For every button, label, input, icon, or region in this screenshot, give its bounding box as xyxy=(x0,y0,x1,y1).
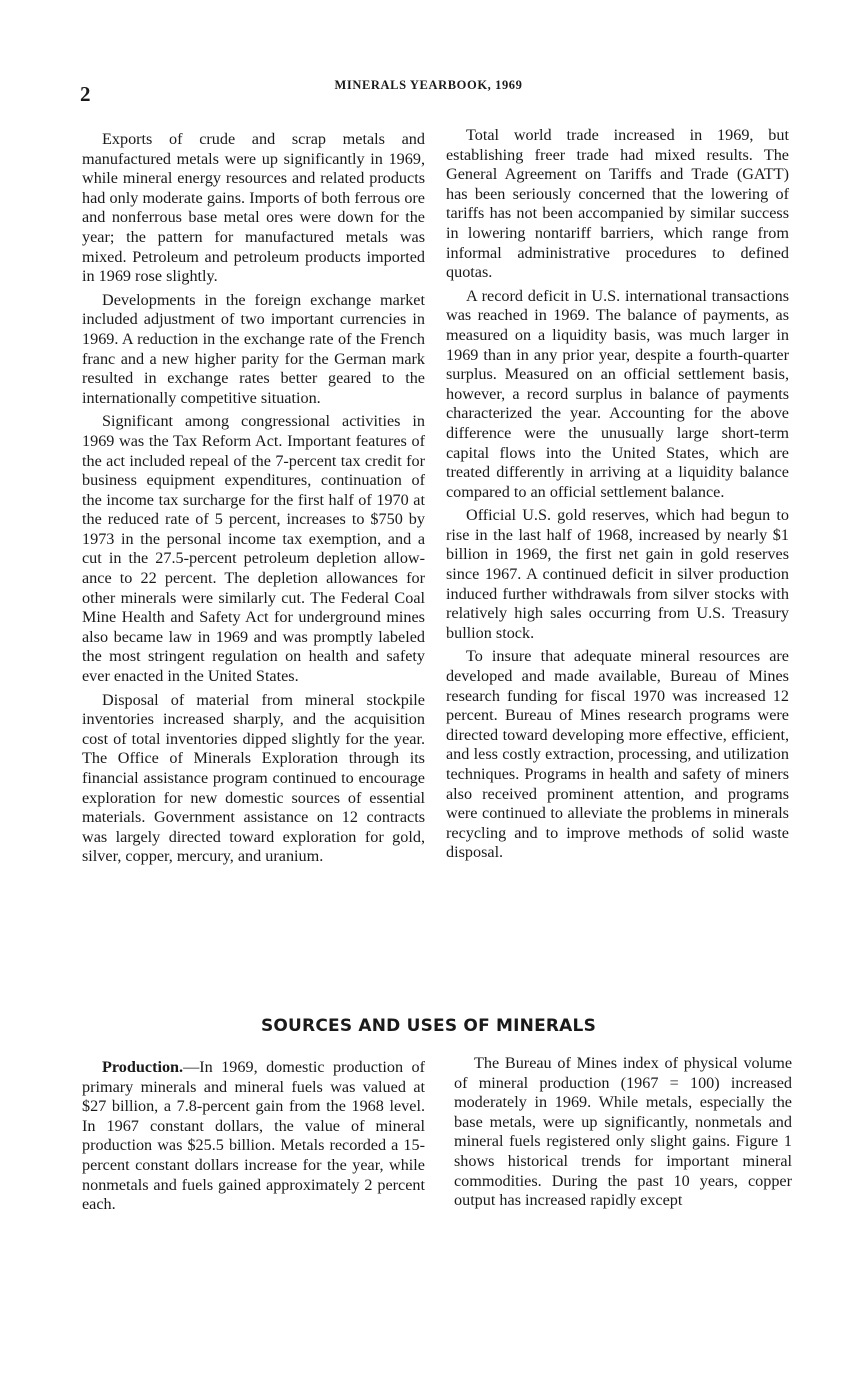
production-text: —In 1969, domestic production of primary minerals and mineral fuels was valued at $27 billion, a 7.8-percent gain from the 1968 level. In 1967 constant dollars, the value of mineral production was $25.5 billion. Metals recorded a 15-percent constant dollars increase for the year, while nonmetals and fuels gained approximately 2 percent each. xyxy=(82,1058,425,1214)
top-left-column xyxy=(82,130,425,871)
paragraph-research-funding: To insure that adequate mineral resources are developed and made available, Bureau of Mines research funding for fiscal 1970 was increased 12 percent. Bureau of Mines research programs were directed toward developing more effective, efficient, and less costly extraction, processing, and utilization techniques. Programs in health and safety of miners also received prominent attention, and programs were continued to alleviate the problems in minerals recycling and to improve methods of solid waste disposal. xyxy=(446,647,789,862)
bottom-left-column xyxy=(82,1058,425,1219)
running-title: MINERALS YEARBOOK, 1969 xyxy=(334,78,523,92)
top-right-column xyxy=(446,126,789,867)
paragraph-exports: Exports of crude and scrap metals and manufactured metals were up significantly in 1969, while mineral energy resources and related products had only moderate gains. Imports of both ferrous ore and nonferrous base metal ores were down for the year; the pattern for manufactured metals was mixed. Petroleum and petroleum products imported in 1969 rose slightly. xyxy=(82,130,425,286)
production-run-in-head: Production. xyxy=(102,1058,184,1076)
bottom-right-column xyxy=(454,1054,792,1215)
paragraph-gold-reserves: Official U.S. gold reserves, which had begun to rise in the last half of 1968, increased by nearly $1 billion in 1969, the first net gain in gold reserves since 1967. A continued deficit in silver production induced further withdrawals from silver stocks with relatively high sales occurring from U.S. Treasury bullion stock. xyxy=(446,506,789,642)
paragraph-stockpile: Disposal of material from mineral stockpile inventories increased sharply, and the acquisition cost of total inventories dipped slightly for the year. The Office of Minerals Exploration through its financial assistance program continued to encourage exploration for new domestic sources of essential materials. Government assistance on 12 contracts was largely directed toward exploration for gold, silver, copper, mercury, and uranium. xyxy=(82,690,425,866)
paragraph-world-trade: Total world trade increased in 1969, but establishing freer trade had mixed results. The General Agreement on Tariffs and Trade (GATT) has been seriously concerned that the lowering of tariffs has not been accompanied by similar success in lowering nontariff barriers, which range from informal administrative procedures to defined quotas. xyxy=(446,126,789,282)
paragraph-tax-reform: Significant among congressional activities in 1969 was the Tax Reform Act. Important features of the act included repeal of the 7-percent tax credit for business equipment expenditures, continuation of the income tax surcharge for the first half of 1970 at the reduced rate of 5 percent, increases to $750 by 1973 in the personal income tax exemption, and a cut in the 27.5-percent petroleum depletion allowance to 22 percent. The depletion allowances for other minerals were similarly cut. The Federal Coal Mine Health and Safety Act for underground mines also became law in 1969 and was promptly labeled the most stringent regulation on health and safety ever enacted in the United States. xyxy=(82,412,425,686)
page-number: 2 xyxy=(80,82,91,106)
paragraph-foreign-exchange: Developments in the foreign exchange market included adjustment of two important currencies in 1969. A reduction in the exchange rate of the French franc and a new higher parity for the German mark resulted in exchange rates better geared to the internationally competitive situation. xyxy=(82,290,425,407)
paragraph-production xyxy=(82,1058,425,1215)
section-heading: SOURCES AND USES OF MINERALS xyxy=(260,1016,597,1036)
paragraph-production-index: The Bureau of Mines index of physical volume of mineral production (1967 = 100) increased moderately in 1969. While metals, especially the base metals, were up significantly, nonmetals and mineral fuels registered only slight gains. Figure 1 shows historical trends for important mineral commodities. During the past 10 years, copper output has increased rapidly except xyxy=(454,1054,792,1210)
paragraph-balance-of-payments: A record deficit in U.S. international transactions was reached in 1969. The balance of payments, as measured on a liquidity basis, was much larger in 1969 than in any prior year, despite a fourth-quarter surplus. Measured on an official settlement basis, however, a record surplus in balance of payments characterized the year. Accounting for the above difference were the unusually large short-term capital flows into the United States, which are treated differently in arriving at a liquidity balance compared to an official settlement balance. xyxy=(446,286,789,501)
